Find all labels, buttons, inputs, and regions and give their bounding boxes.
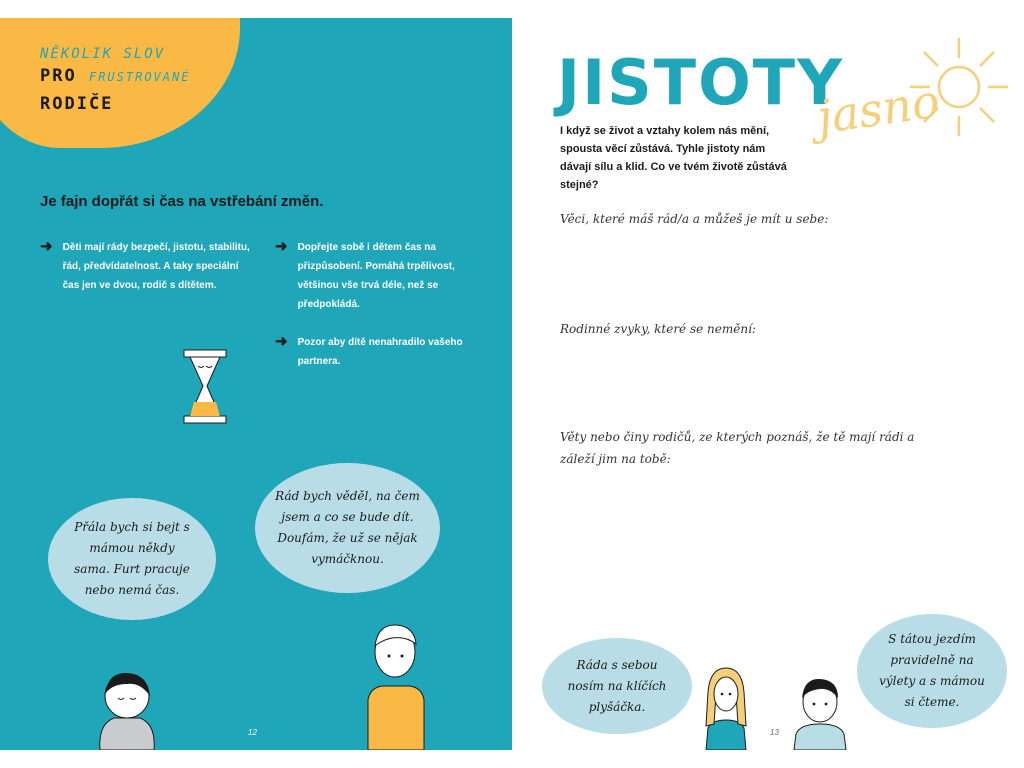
page-number: 13 bbox=[770, 728, 779, 737]
bullet-text: Pozor aby dítě nenahradilo vašeho partnera. bbox=[297, 337, 463, 367]
speech-bubble bbox=[48, 498, 216, 620]
boy-illustration bbox=[362, 616, 430, 750]
bubble-text: Ráda s sebou nosím na klíčích plyšáčka. bbox=[567, 657, 667, 714]
lead-text: Je fajn dopřát si čas na vstřebání změn. bbox=[40, 193, 324, 210]
header-frustrovane: FRUSTROVANÉ bbox=[88, 70, 191, 84]
header-line3: RODIČE bbox=[40, 94, 114, 114]
prompt-3: Věty nebo činy rodičů, ze kterých poznáš, že tě mají rádi a záleží jim na tobě: bbox=[560, 430, 915, 466]
header-pro: PRO bbox=[40, 66, 77, 86]
bubble-text: S tátou jezdím pravidelně na výlety a s mámou si čteme. bbox=[879, 632, 985, 709]
right-page bbox=[512, 18, 1024, 750]
hourglass-icon bbox=[180, 348, 230, 426]
arrow-right-icon: ➜ bbox=[275, 238, 288, 255]
bullet-2 bbox=[275, 238, 468, 314]
intro-text: I když se život a vztahy kolem nás mění, spousta věcí zůstává. Tyhle jistoty nám dávají sílu a klid. Co ve tvém životě zůstává stejné? bbox=[560, 125, 787, 191]
speech-bubble bbox=[542, 638, 692, 734]
boy-illustration bbox=[790, 674, 850, 750]
speech-bubble bbox=[255, 463, 440, 593]
arrow-right-icon: ➜ bbox=[40, 238, 53, 255]
bullet-1 bbox=[40, 238, 253, 295]
header-line2 bbox=[40, 66, 190, 86]
title-script: jasno bbox=[813, 73, 943, 145]
page-title: JISTOTY bbox=[557, 46, 844, 119]
bubble-text: Rád bych věděl, na čem jsem a co se bude dít. Doufám, že už se nějak vymáčknou. bbox=[275, 489, 420, 566]
page-number: 12 bbox=[248, 728, 257, 737]
girl-illustration bbox=[698, 664, 754, 750]
bubble-text: Přála bych si bejt s mámou někdy sama. Furt pracuje nebo nemá čas. bbox=[74, 520, 190, 597]
prompt-1: Věci, které máš rád/a a můžeš je mít u sebe: bbox=[560, 212, 829, 226]
arrow-right-icon: ➜ bbox=[275, 333, 288, 350]
bullet-3 bbox=[275, 333, 468, 371]
speech-bubble bbox=[857, 614, 1007, 728]
header-line1: NĚKOLIK SLOV bbox=[40, 46, 166, 62]
left-page bbox=[0, 18, 512, 750]
bullet-text: Dopřejte sobě i dětem čas na přizpůsobení. Pomáhá trpělivost, většinou vše trvá déle, než se předpokládá. bbox=[297, 242, 455, 310]
bullet-text: Děti mají rády bezpečí, jistotu, stabilitu, řád, předvídatelnost. A taky speciální čas jen ve dvou, rodič s dítětem. bbox=[62, 242, 250, 291]
girl-illustration bbox=[92, 666, 162, 750]
prompt-2: Rodinné zvyky, které se nemění: bbox=[560, 322, 756, 336]
